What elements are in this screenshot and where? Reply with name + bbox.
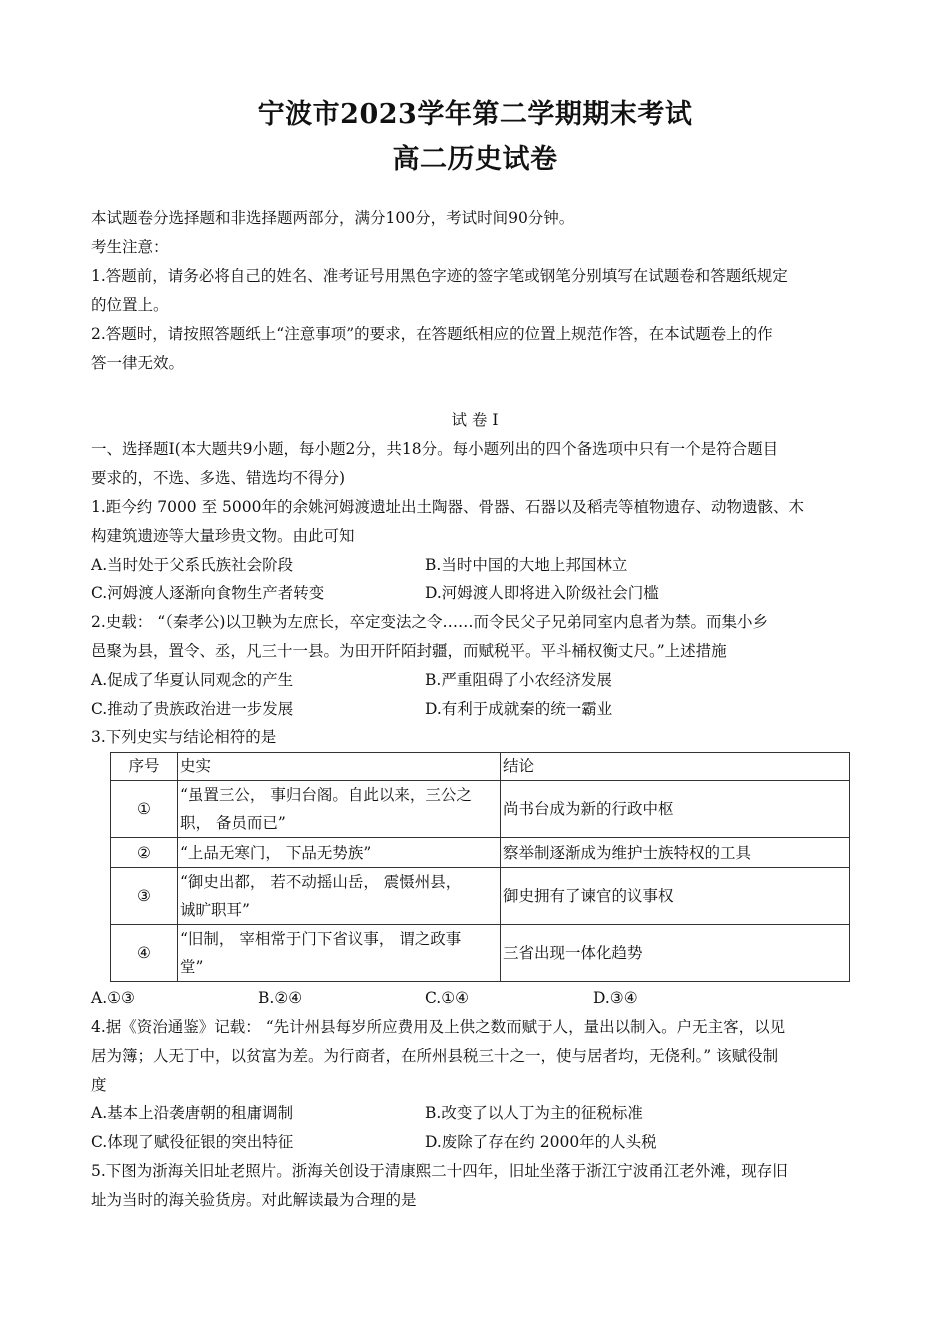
q4-option-d: D.废除了存在约 2000年的人头税 <box>425 1133 657 1151</box>
section-desc-cont: 要求的，不选、多选、错选均不得分) <box>91 469 346 487</box>
fact-line: 职， 备员而已” <box>180 814 286 832</box>
q1-stem-cont: 构建筑遗迹等大量珍贵文物。由此可知 <box>91 527 355 545</box>
notice-1-cont: 的位置上。 <box>91 296 169 314</box>
q1-option-d: D.河姆渡人即将进入阶级社会门槛 <box>425 584 659 602</box>
exam-title: 宁波市2023学年第二学期期末考试 <box>257 99 693 130</box>
q2-option-a: A.促成了华夏认同观念的产生 <box>91 671 294 689</box>
q2-stem: 2.史载： “（秦孝公)以卫鞅为左庶长，卒定变法之令……而令民父子兄弟同室内息者为禁。而集小乡 <box>91 613 768 631</box>
row-fact <box>178 868 501 925</box>
q1-stem: 1.距今约 7000 至 5000年的余姚河姆渡遗址出土陶器、骨器、石器以及稻壳等植物遗存、动物遗骸、木 <box>91 498 804 516</box>
table-header-cell: 序号 <box>111 753 178 781</box>
row-conclusion: 尚书台成为新的行政中枢 <box>501 781 850 838</box>
row-fact: “上品无寒门， 下品无势族” <box>178 838 501 868</box>
table-row <box>111 925 850 982</box>
q4-option-b: B.改变了以人丁为主的征税标准 <box>425 1104 643 1122</box>
q1-option-b: B.当时中国的大地上邦国林立 <box>425 556 628 574</box>
notice-label: 考生注意： <box>91 238 169 256</box>
exam-subtitle: 高二历史试卷 <box>392 144 558 175</box>
row-number: ④ <box>111 925 178 982</box>
q4-stem: 4.据《资治通鉴》记载： “先计州县每岁所应费用及上供之数而赋于人，量出以制入。户无主客，以见 <box>91 1018 786 1036</box>
row-fact <box>178 925 501 982</box>
notice-2: 2.答题时，请按照答题纸上“注意事项”的要求，在答题纸相应的位置上规范作答，在本试题卷上的作 <box>91 325 773 343</box>
q4-option-c: C.体现了赋役征银的突出特征 <box>91 1133 294 1151</box>
q2-option-d: D.有利于成就秦的统一霸业 <box>425 700 613 718</box>
fact-line: “御史出都， 若不动摇山岳， 震慑州县， <box>180 873 462 891</box>
q2-stem-cont: 邑聚为县，置令、丞，凡三十一县。为田开阡陌封疆，而赋税平。平斗桶权衡丈尺。”上述措施 <box>91 642 727 660</box>
row-conclusion: 御史拥有了谏官的议事权 <box>501 868 850 925</box>
q4-stem-cont: 居为簿；人无丁中，以贫富为差。为行商者，在所州县税三十之一，使与居者均，无侥利。” 该赋役制 <box>91 1047 779 1065</box>
table-header-row <box>111 753 850 781</box>
intro-line: 本试题卷分选择题和非选择题两部分，满分100分，考试时间90分钟。 <box>91 209 575 227</box>
table-row <box>111 868 850 925</box>
q5-stem-cont: 址为当时的海关验货房。对此解读最为合理的是 <box>91 1191 417 1209</box>
notice-2-cont: 答一律无效。 <box>91 354 185 372</box>
q1-option-a: A.当时处于父系氏族社会阶段 <box>91 556 294 574</box>
row-number: ① <box>111 781 178 838</box>
row-fact <box>178 781 501 838</box>
q3-option-b: B.②④ <box>258 989 303 1007</box>
q3-option-c: C.①④ <box>425 989 470 1007</box>
q2-option-b: B.严重阻碍了小农经济发展 <box>425 671 612 689</box>
q3-table <box>110 752 850 982</box>
q1-option-c: C.河姆渡人逐渐向食物生产者转变 <box>91 584 325 602</box>
notice-1: 1.答题前，请务必将自己的姓名、准考证号用黑色字迹的签字笔或钢笔分别填写在试题卷和答题纸规定 <box>91 267 788 285</box>
row-number: ② <box>111 838 178 868</box>
q3-option-a: A.①③ <box>91 989 135 1007</box>
section-heading: 试 卷 I <box>451 411 499 429</box>
table-row <box>111 781 850 838</box>
q5-stem: 5.下图为浙海关旧址老照片。浙海关创设于清康熙二十四年，旧址坐落于浙江宁波甬江老外滩，现存旧 <box>91 1162 788 1180</box>
row-conclusion: 三省出现一体化趋势 <box>501 925 850 982</box>
q3-option-d: D.③④ <box>593 989 638 1007</box>
fact-line: 堂” <box>180 958 204 976</box>
table-row <box>111 838 850 868</box>
fact-line: “虽置三公， 事归台阁。自此以来，三公之 <box>180 786 472 804</box>
q4-option-a: A.基本上沿袭唐朝的租庸调制 <box>91 1104 294 1122</box>
q3-stem: 3.下列史实与结论相符的是 <box>91 728 277 746</box>
fact-line: “旧制， 宰相常于门下省议事， 谓之政事 <box>180 930 462 948</box>
table-header-cell: 史实 <box>178 753 501 781</box>
row-number: ③ <box>111 868 178 925</box>
table-header-cell: 结论 <box>501 753 850 781</box>
section-desc: 一、选择题Ⅰ(本大题共9小题，每小题2分，共18分。每小题列出的四个备选项中只有一个是符合题目 <box>91 440 779 458</box>
row-conclusion: 察举制逐渐成为维护士族特权的工具 <box>501 838 850 868</box>
q2-option-c: C.推动了贵族政治进一步发展 <box>91 700 294 718</box>
fact-line: 诚旷职耳” <box>180 901 250 919</box>
q4-stem-cont2: 度 <box>91 1076 107 1094</box>
